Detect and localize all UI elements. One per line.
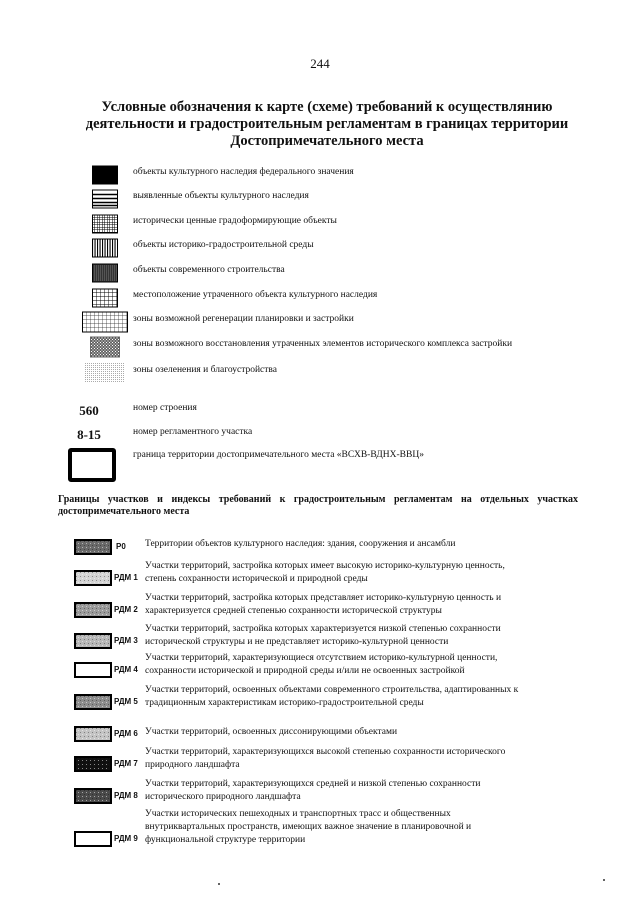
legend-label: местоположение утраченного объекта культурного наследия — [133, 290, 378, 300]
zone-description-line: Участки исторических пешеходных и транспортных трасс и общественных — [145, 809, 451, 819]
zone-code: РДМ 9 — [114, 834, 138, 843]
scan-dot — [218, 883, 220, 885]
legend-item-identified-heritage — [0, 187, 640, 211]
zone-description-line: Территории объектов культурного наследия: здания, сооружения и ансамбли — [145, 539, 456, 549]
zone-code: РДМ 1 — [114, 573, 138, 582]
zone-code: РДМ 6 — [114, 729, 138, 738]
legend-item-lost-object — [0, 286, 640, 310]
legend-item-building-number — [0, 401, 640, 425]
legend-label: номер строения — [133, 403, 197, 413]
section-title: Границы участков и индексы требований к градостроительным регламентам на отдельных участках достопримечательного места — [58, 494, 578, 517]
legend-label: зоны возможной регенерации планировки и застройки — [133, 314, 354, 324]
dark-dotted-swatch — [78, 261, 132, 285]
legend-label: объекты современного строительства — [133, 265, 285, 275]
zone-description-line: Участки территорий, характеризующихся средней и низкой степенью сохранности — [145, 779, 481, 789]
zone-description — [145, 726, 585, 739]
zone-description — [145, 560, 585, 586]
zone-code: РДМ 4 — [114, 665, 138, 674]
legend-label: исторически ценные градоформирующие объекты — [133, 216, 337, 226]
zone-description-line: сохранности исторической и природной среды и/или не освоенных застройкой — [145, 666, 465, 676]
zone-swatch — [74, 788, 112, 804]
zone-swatch — [74, 662, 112, 678]
zone-description-line: природного ландшафта — [145, 760, 240, 770]
zone-description — [145, 684, 585, 710]
zone-swatch — [74, 694, 112, 710]
zone-description-line: Участки территорий, застройка которых имеет высокую историко-культурную ценность, — [145, 561, 505, 571]
zone-swatch — [74, 633, 112, 649]
zone-swatch — [74, 726, 112, 742]
plot-number-sample: 8-15 — [77, 427, 101, 442]
zone-description-line: Участки территорий, характеризующиеся отсутствием историко-культурной ценности, — [145, 653, 498, 663]
zone-description-line: Участки территорий, освоенных диссонирующими объектами — [145, 727, 398, 737]
legend-label: номер регламентного участка — [133, 427, 253, 437]
light-dotted-swatch — [78, 361, 132, 385]
building-number-sample: 560 — [79, 403, 99, 418]
vertical-lines-swatch — [78, 236, 132, 260]
zone-swatch — [74, 756, 112, 772]
legend-label: объекты историко-градостроительной среды — [133, 240, 314, 250]
zone-swatch — [74, 602, 112, 618]
zone-description — [145, 778, 585, 804]
zone-description — [145, 652, 585, 678]
wide-grid-swatch — [78, 310, 132, 334]
zone-code: РДМ 2 — [114, 605, 138, 614]
zone-description-line: Участки территорий, застройка которых характеризуется низкой степенью сохранности — [145, 624, 501, 634]
boundary-swatch — [68, 448, 116, 482]
zone-swatch — [74, 570, 112, 586]
zone-description — [145, 746, 585, 772]
legend-item-federal-heritage — [0, 163, 640, 187]
legend-item-restoration-zone — [0, 335, 640, 359]
zone-description-line: Участки территорий, характеризующихся высокой степенью сохранности исторического — [145, 747, 506, 757]
legend-label: граница территории достопримечательного места «ВСХВ-ВДНХ-ВВЦ» — [133, 450, 424, 460]
zone-description-line: функциональной структуре территории — [145, 835, 306, 845]
zone-description-line: степень сохранности исторической и природной среды — [145, 574, 368, 584]
zone-swatch — [74, 831, 112, 847]
title-line: Достопримечательного места — [230, 133, 424, 149]
zone-description — [145, 623, 585, 649]
zone-description-line: Участки территорий, застройка которых представляет историко-культурную ценность и — [145, 593, 502, 603]
legend-item-regeneration-zone — [0, 310, 640, 334]
zone-code: РДМ 8 — [114, 791, 138, 800]
legend-label: объекты культурного наследия федерального значения — [133, 167, 354, 177]
page-number: 244 — [310, 56, 330, 71]
zone-code: РДМ 7 — [114, 759, 138, 768]
zone-code: РДМ 3 — [114, 636, 138, 645]
zone-description-line: характеризуется средней степенью сохранности исторической структуры — [145, 606, 442, 616]
hatched-grid-swatch — [78, 187, 132, 211]
dense-grid-swatch — [78, 212, 132, 236]
page-title — [60, 99, 594, 150]
crosshatch-swatch — [78, 335, 132, 359]
open-grid-swatch — [78, 286, 132, 310]
legend-item-modern-buildings — [0, 261, 640, 285]
zone-description-line: традиционным характеристикам историко-градостроительной среды — [145, 698, 424, 708]
legend-label: зоны возможного восстановления утраченных элементов исторического комплекса застройки — [133, 339, 513, 349]
legend-item-boundary — [0, 446, 640, 486]
legend-label: выявленные объекты культурного наследия — [133, 191, 309, 201]
solid-black-swatch — [78, 163, 132, 187]
zone-swatch — [74, 539, 112, 555]
zone-code: РДМ 5 — [114, 697, 138, 706]
title-line: Условные обозначения к карте (схеме) требований к осуществлянию — [101, 99, 553, 115]
zone-description-line: исторической структуры и не представляет историко-культурной ценности — [145, 637, 449, 647]
zone-description — [145, 538, 585, 551]
zone-code: Р0 — [116, 542, 126, 551]
zone-description — [145, 592, 585, 618]
zone-description-line: Участки территорий, освоенных объектами современного строительства, адаптированных к — [145, 685, 519, 695]
zone-description-line: внутриквартальных пространств, имеющих важное значение в планировочной и — [145, 822, 472, 832]
zone-description-line: исторического природного ландшафта — [145, 792, 301, 802]
title-line: деятельности и градостроительным регламентам в границах территории — [85, 116, 569, 132]
legend-item-valuable-objects — [0, 212, 640, 236]
legend-item-greenery-zone — [0, 361, 640, 385]
legend-item-urban-environment — [0, 236, 640, 260]
legend-label: зоны озеленения и благоустройства — [133, 365, 278, 375]
scan-dot — [603, 879, 605, 881]
zone-description — [145, 808, 585, 847]
